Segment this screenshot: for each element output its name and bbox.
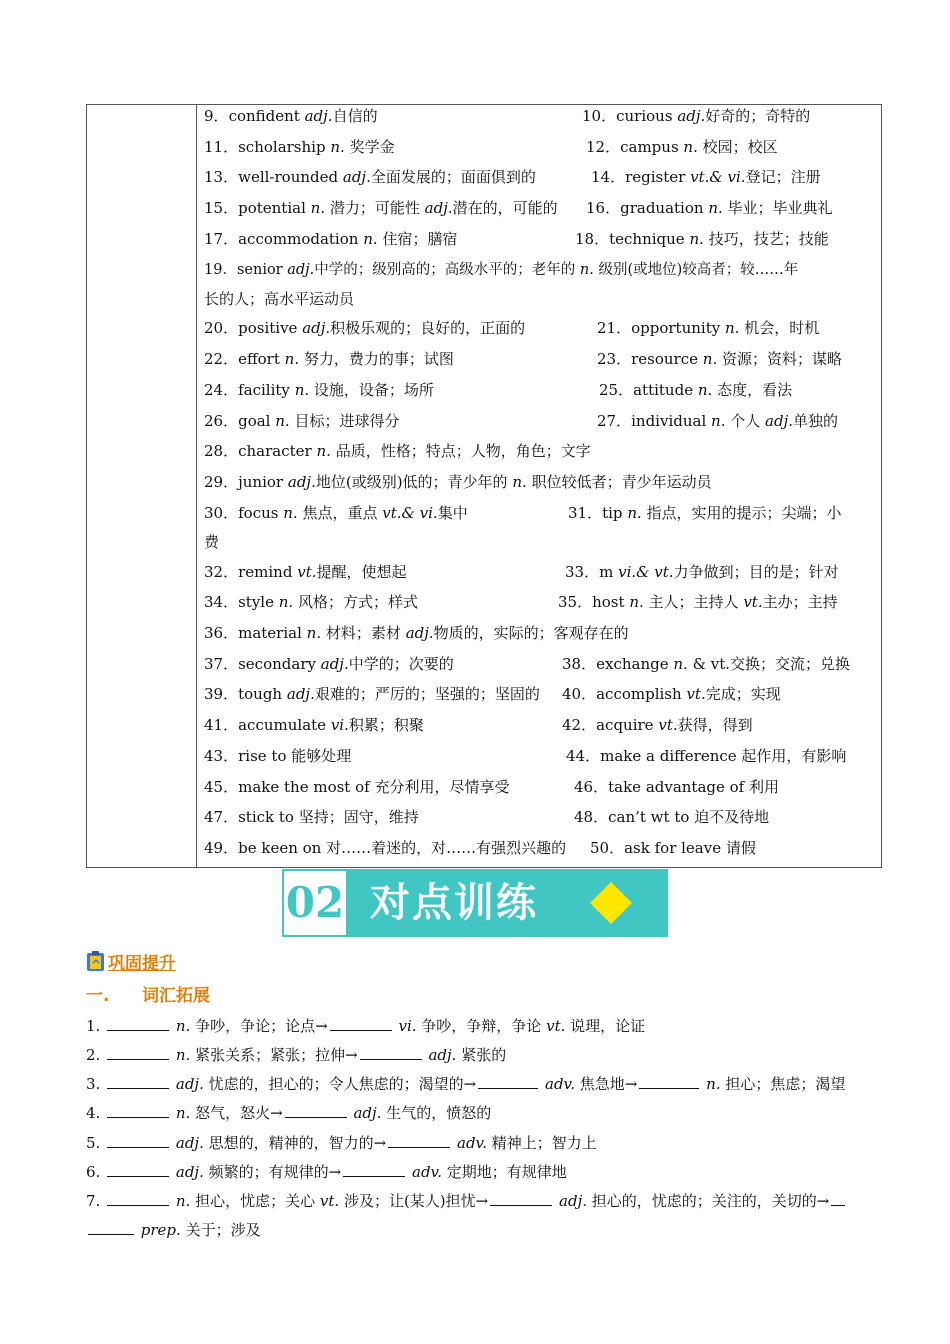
vocab-item-39: 39．tough adj.艰难的；严厉的；坚强的；坚固的 bbox=[204, 685, 540, 703]
vocab-item-9: 9．confident adj.自信的 bbox=[204, 107, 378, 125]
clipboard-icon bbox=[86, 950, 106, 972]
exercise-5: 5. adj. 思想的，精神的，智力的→ adv. 精神上；智力上 bbox=[86, 1134, 597, 1152]
vocab-item-47: 47．stick to 坚持；固守，维持 bbox=[204, 808, 419, 826]
vocab-item-11: 11．scholarship n. 奖学金 bbox=[204, 138, 395, 156]
diamond-icon bbox=[588, 880, 634, 926]
vocab-item-37: 37．secondary adj.中学的；次要的 bbox=[204, 655, 454, 673]
answer-blank[interactable] bbox=[107, 1133, 169, 1148]
heading-vocab-expansion: 一. 词汇拓展 bbox=[86, 986, 210, 1006]
vocab-item-29: 29．junior adj.地位(或级别)低的；青少年的 n. 职位较低者；青少年运动员 bbox=[204, 473, 712, 491]
vocab-item-17: 17．accommodation n. 住宿；膳宿 bbox=[204, 230, 458, 248]
section-label-text: 巩固提升 bbox=[108, 953, 176, 974]
vocab-item-16: 16．graduation n. 毕业；毕业典礼 bbox=[586, 199, 833, 217]
vocab-item-35: 35．host n. 主人；主持人 vt.主办；主持 bbox=[558, 593, 838, 611]
exercise-3: 3. adj. 忧虑的，担心的；令人焦虑的；渴望的→ adv. 焦急地→ n. 担心；焦虑；渴望 bbox=[86, 1075, 846, 1093]
section-label bbox=[86, 947, 176, 975]
answer-blank[interactable] bbox=[330, 1016, 392, 1031]
exercise-4: 4. n. 怒气，怒火→ adj. 生气的，愤怒的 bbox=[86, 1104, 492, 1122]
banner-number: 02 bbox=[284, 871, 346, 935]
vocab-item-48: 48．can’t wt to 迫不及待地 bbox=[574, 808, 770, 826]
vocab-item-21: 21．opportunity n. 机会，时机 bbox=[597, 319, 820, 337]
answer-blank[interactable] bbox=[639, 1074, 699, 1089]
exercise-7-continuation: prep. 关于；涉及 bbox=[86, 1219, 261, 1241]
answer-blank[interactable] bbox=[107, 1074, 169, 1089]
answer-blank[interactable] bbox=[107, 1045, 169, 1060]
vocab-item-46: 46．take advantage of 利用 bbox=[574, 778, 780, 796]
exercise-7: 7. n. 担心，忧虑；关心 vt. 涉及；让(某人)担忧→ adj. 担心的，忧虑的；关注的，关切的→ bbox=[86, 1190, 847, 1212]
vocab-item-19-continuation: 长的人；高水平运动员 bbox=[204, 290, 355, 308]
answer-blank[interactable] bbox=[285, 1103, 347, 1118]
answer-blank[interactable] bbox=[343, 1162, 405, 1177]
vocab-item-42: 42．acquire vt.获得，得到 bbox=[562, 716, 753, 734]
vocab-item-34: 34．style n. 风格；方式；样式 bbox=[204, 593, 418, 611]
banner-title: 对点训练 bbox=[370, 880, 538, 926]
vocab-item-44: 44．make a difference 起作用，有影响 bbox=[566, 747, 847, 765]
exercise-6: 6. adj. 频繁的；有规律的→ adv. 定期地；有规律地 bbox=[86, 1163, 567, 1181]
answer-blank[interactable] bbox=[360, 1045, 422, 1060]
vocab-item-24: 24．facility n. 设施，设备；场所 bbox=[204, 381, 434, 399]
vocab-item-31-continuation: 费 bbox=[204, 533, 220, 551]
vocab-item-13: 13．well-rounded adj.全面发展的；面面俱到的 bbox=[204, 168, 536, 186]
vocab-item-14: 14．register vt.& vi.登记；注册 bbox=[591, 168, 821, 186]
vocab-item-22: 22．effort n. 努力，费力的事；试图 bbox=[204, 350, 454, 368]
answer-blank[interactable] bbox=[107, 1162, 169, 1177]
vocab-item-30: 30．focus n. 焦点，重点 vt.& vi.集中 bbox=[204, 504, 468, 522]
answer-blank[interactable] bbox=[107, 1103, 169, 1118]
vocab-item-28: 28．character n. 品质，性格；特点；人物，角色；文字 bbox=[204, 442, 591, 460]
vocab-item-32: 32．remind vt.提醒，使想起 bbox=[204, 563, 407, 581]
vocab-item-33: 33．m vi.& vt.力争做到；目的是；针对 bbox=[565, 563, 839, 581]
vocab-item-41: 41．accumulate vi.积累；积聚 bbox=[204, 716, 424, 734]
exercise-2: 2. n. 紧张关系；紧张；拉伸→ adj. 紧张的 bbox=[86, 1046, 507, 1064]
vocab-item-49: 49．be keen on 对……着迷的，对……有强烈兴趣的 bbox=[204, 839, 567, 857]
vocab-item-12: 12．campus n. 校园；校区 bbox=[586, 138, 778, 156]
vocab-item-40: 40．accomplish vt.完成；实现 bbox=[562, 685, 781, 703]
vocab-item-43: 43．rise to 能够处理 bbox=[204, 747, 352, 765]
vocab-item-25: 25．attitude n. 态度，看法 bbox=[599, 381, 793, 399]
answer-blank[interactable] bbox=[490, 1191, 552, 1206]
answer-blank[interactable] bbox=[107, 1191, 169, 1206]
vocab-item-26: 26．goal n. 目标；进球得分 bbox=[204, 412, 400, 430]
exercise-1: 1. n. 争吵，争论；论点→ vi. 争吵，争辩，争论 vt. 说理，论证 bbox=[86, 1017, 646, 1035]
vocab-item-50: 50．ask for leave 请假 bbox=[590, 839, 756, 857]
vocab-item-38: 38．exchange n. & vt.交换；交流；兑换 bbox=[562, 655, 850, 673]
vocab-item-31: 31．tip n. 指点，实用的提示；尖端；小 bbox=[568, 504, 842, 522]
answer-blank[interactable] bbox=[107, 1016, 169, 1031]
vocab-item-45: 45．make the most of 充分利用，尽情享受 bbox=[204, 778, 510, 796]
answer-blank[interactable] bbox=[388, 1133, 450, 1148]
vocab-item-27: 27．individual n. 个人 adj.单独的 bbox=[597, 412, 839, 430]
vocab-item-20: 20．positive adj.积极乐观的；良好的，正面的 bbox=[204, 319, 526, 337]
vocab-item-36: 36．material n. 材料；素材 adj.物质的，实际的；客观存在的 bbox=[204, 624, 629, 642]
answer-blank[interactable] bbox=[478, 1074, 538, 1089]
vocab-item-15: 15．potential n. 潜力；可能性 adj.潜在的，可能的 bbox=[204, 199, 558, 217]
answer-blank[interactable] bbox=[831, 1191, 845, 1206]
vocab-item-10: 10．curious adj.好奇的；奇特的 bbox=[582, 107, 811, 125]
table-column-divider bbox=[196, 105, 197, 867]
vocab-item-19: 19．senior adj.中学的；级别高的；高级水平的；老年的 n. 级别(或地位)较高者；较……年 bbox=[204, 262, 799, 278]
vocab-item-23: 23．resource n. 资源；资料；谋略 bbox=[597, 350, 843, 368]
answer-blank-continuation[interactable] bbox=[88, 1220, 134, 1235]
vocab-item-18: 18．technique n. 技巧，技艺；技能 bbox=[575, 230, 829, 248]
